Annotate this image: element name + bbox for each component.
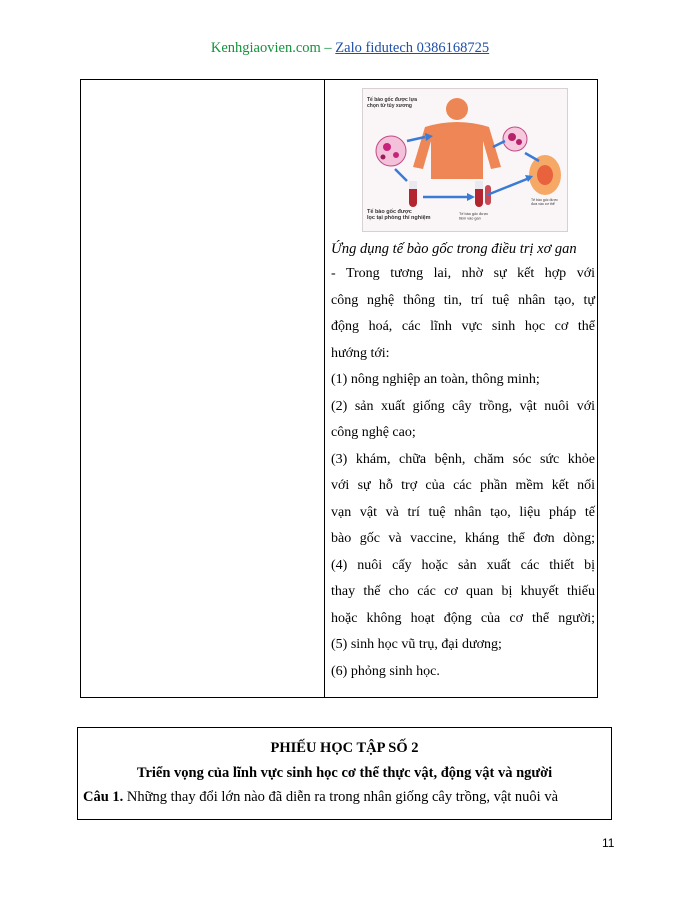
text-line: (5) sinh học vũ trụ, đại dương;	[331, 637, 502, 652]
cell-left-icon	[376, 136, 406, 166]
test-tube-left-icon	[409, 181, 417, 207]
text-line: (1) nông nghiệp an toàn, thông minh;	[331, 372, 540, 387]
text-line: - Trong tương lai, nhờ sự kết hợp với	[331, 266, 595, 281]
svg-text:Tế bào gốc được đưa: Tế bào gốc được đưa vào cơ thể	[531, 198, 558, 206]
text-line: động hoá, các lĩnh vực sinh học cơ thể	[331, 319, 595, 334]
page-header	[0, 40, 700, 57]
question-text: Những thay đổi lớn nào đã diễn ra trong nhân giống cây trồng, vật nuôi và	[123, 789, 559, 805]
content-table	[80, 79, 598, 698]
header-separator: –	[320, 40, 336, 56]
text-line: (6) phỏng sinh học.	[331, 663, 440, 679]
header-site: Kenhgiaovien.com	[210, 40, 321, 56]
figure-caption: Ứng dụng tế bào gốc trong điều trị xơ gan	[331, 241, 577, 257]
text-line: hướng tới:	[331, 345, 390, 361]
text-line: vạn vật và trí tuệ nhân tạo, liệu pháp tế	[331, 504, 595, 520]
text-line: bào gốc và vaccine, kháng thể đơn dòng;	[331, 531, 595, 546]
text-line: (4) nuôi cấy hoặc sản xuất các thiết bị	[331, 557, 595, 573]
text-line: công nghệ cao;	[331, 425, 416, 440]
text-line: với sự hỗ trợ của các phần mềm kết nối	[331, 478, 595, 493]
text-line: (2) sản xuất giống cây trồng, vật nuôi với	[331, 398, 595, 414]
right-column	[331, 88, 595, 685]
worksheet-subtitle: Triển vọng của lĩnh vực sinh học cơ thể thực vật, động vật và người	[136, 765, 553, 781]
text-line: công nghệ thông tin, trí tuệ nhân tạo, tự	[331, 292, 595, 308]
worksheet-question	[78, 785, 611, 809]
header-contact-link[interactable]: Zalo fidutech 0386168725	[335, 40, 490, 56]
worksheet-title: PHIẾU HỌC TẬP SỐ 2	[270, 740, 419, 756]
column-divider	[324, 80, 325, 697]
text-line: (3) khám, chữa bệnh, chăm sóc sức khỏe	[331, 451, 595, 467]
question-label: Câu 1.	[83, 789, 124, 805]
text-line: thay thế cho các cơ quan bị khuyết thiếu	[331, 584, 595, 599]
page-number: 11	[602, 836, 615, 850]
stem-cell-figure	[362, 88, 568, 232]
svg-text:Tế bào gốc được lựa: Tế bào gốc được lựa chọn từ tủy xương	[367, 97, 417, 109]
cell-top-right-icon	[503, 127, 527, 151]
body-lines	[331, 261, 595, 685]
svg-text:Tế bào gốc được tiêm: Tế bào gốc được tiêm vào gan	[459, 212, 489, 221]
stem-cell-illustration	[363, 89, 567, 231]
text-line: hoặc không hoạt động của cơ thể người;	[331, 610, 595, 626]
worksheet-box	[77, 727, 612, 820]
svg-text:Tế bào gốc được lọc: Tế bào gốc được lọc tại phòng thí nghiệm	[367, 209, 431, 221]
